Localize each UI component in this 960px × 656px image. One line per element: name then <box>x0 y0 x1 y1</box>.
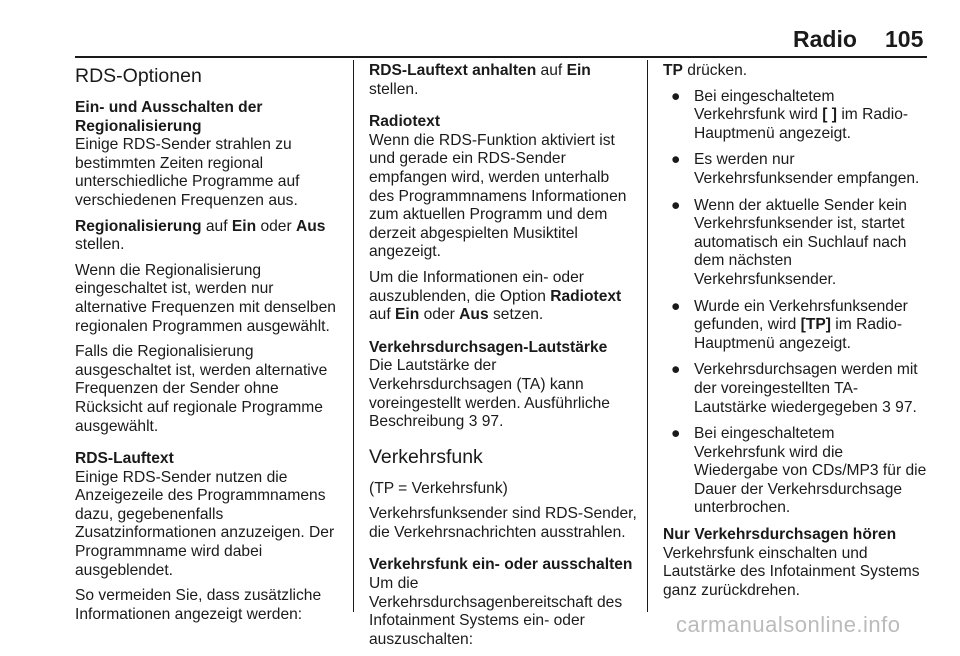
header-page-number: 105 <box>885 26 924 52</box>
list-item: ● Wurde ein Verkehrsfunksender gefunden, wird [TP] im Radio-Hauptmenü angezeigt. <box>671 297 908 352</box>
column-3 <box>663 62 927 607</box>
subheading-tp-toggle: Verkehrsfunk ein- oder ausschalten <box>369 556 633 574</box>
list-item: ● Bei eingeschaltetem Verkehrsfunk wird die Wiedergabe von CDs/MP3 für die Dauer der Verkehrsdurchsage unterbrochen. <box>671 425 927 517</box>
subheading-rds-lauftext: RDS-Lauftext <box>75 450 174 468</box>
list-item: ● Bei eingeschaltetem Verkehrsfunk wird [ ] im Radio-Hauptmenü angezeigt. <box>671 87 909 142</box>
paragraph-radiotext: Wenn die RDS-Funktion aktiviert ist und gerade ein RDS-Sender empfangen wird, werden unterhalb des Programmnamens Informationen zum aktuellen Programm und dem derzeit abgespielten Musiktitel angezeigt. <box>369 131 627 261</box>
header-rule <box>75 56 927 58</box>
bullet-icon: ● <box>671 196 681 214</box>
paragraph-only-traffic: Verkehrsfunk einschalten und Lautstärke des Infotainment Systems ganz zurückdrehen. <box>663 544 920 599</box>
page-ref-arrow-icon: 3 <box>882 398 891 416</box>
subheading-regionalisation: Ein- und Ausschalten der Regionalisierung <box>75 99 263 135</box>
watermark-text: carmanualsonline.info <box>676 612 901 637</box>
instruction-regionalisation: Regionalisierung auf Ein oder Aus stellen. <box>75 217 326 254</box>
list-item: ● Verkehrsdurchsagen werden mit der voreingestellten TA-Lautstärke wiedergegeben 3 97. <box>671 361 918 416</box>
bullet-icon: ● <box>671 151 681 169</box>
page-header <box>0 26 960 54</box>
instruction-tp-press: TP drücken. <box>663 62 748 79</box>
paragraph-tp-toggle: Um die Verkehrsdurchsagenbereitschaft des Infotainment Systems ein- oder auszuschalten: <box>369 575 623 648</box>
instruction-lauftext-stop: RDS-Lauftext anhalten auf Ein stellen. <box>369 62 591 98</box>
subheading-only-traffic: Nur Verkehrsdurchsagen hören <box>663 526 897 544</box>
column-1 <box>75 62 347 631</box>
section-title-rds-options: RDS-Optionen <box>75 65 202 87</box>
paragraph-regional-on: Wenn die Regionalisierung eingeschaltet ist, werden nur alternative Frequenzen mit denselben regionalen Programmen ausgewählt. <box>75 261 336 335</box>
tp-bullet-list <box>663 88 927 518</box>
subheading-ta-volume: Verkehrsdurchsagen-Lautstärke <box>369 338 608 356</box>
column-divider-1 <box>353 60 354 612</box>
header-section-title: Radio <box>793 26 857 52</box>
list-item: ● Wenn der aktuelle Sender kein Verkehrsfunksender ist, startet automatisch ein Suchlauf nach dem nächsten Verkehrsfunksender. <box>671 196 907 288</box>
page-ref-arrow-icon: 3 <box>468 413 478 431</box>
paragraph-tp-definition: (TP = Verkehrsfunk) <box>369 479 508 497</box>
bullet-icon: ● <box>671 297 681 315</box>
bullet-icon: ● <box>671 87 681 105</box>
column-2 <box>369 62 637 656</box>
paragraph-ta-volume: Die Lautstärke der Verkehrsdurchsagen (TA) kann voreingestellt werden. Ausführliche Beschreibung 3 97. <box>369 357 610 431</box>
bullet-icon: ● <box>671 425 681 443</box>
paragraph-regional-intro: Einige RDS-Sender strahlen zu bestimmten Zeiten regional unterschiedliche Programme auf verschiedenen Frequenzen aus. <box>75 136 300 209</box>
paragraph-lauftext-avoid: So vermeiden Sie, dass zusätzliche Informationen angezeigt werden: <box>75 587 322 623</box>
paragraph-lauftext: Einige RDS-Sender nutzen die Anzeigezeile des Programmnamens dazu, gegebenenfalls Zusatzinformationen anzuzeigen. Der Programmname wird dabei ausgeblendet. <box>75 468 335 579</box>
paragraph-regional-off: Falls die Regionalisierung ausgeschaltet ist, werden alternative Frequenzen der Sender ohne Rücksicht auf regionale Programme ausgewählt. <box>75 343 328 435</box>
section-title-verkehrsfunk: Verkehrsfunk <box>369 445 483 468</box>
paragraph-tp-sender: Verkehrsfunksender sind RDS-Sender, die Verkehrsnachrichten ausstrahlen. <box>369 505 637 541</box>
column-divider-2 <box>647 60 648 612</box>
subheading-radiotext: Radiotext <box>369 113 441 131</box>
bullet-icon: ● <box>671 361 681 379</box>
list-item: ● Es werden nur Verkehrsfunksender empfangen. <box>671 151 920 187</box>
paragraph-radiotext-toggle: Um die Informationen ein- oder auszublenden, die Option Radiotext auf Ein oder Aus setzen. <box>369 268 622 324</box>
